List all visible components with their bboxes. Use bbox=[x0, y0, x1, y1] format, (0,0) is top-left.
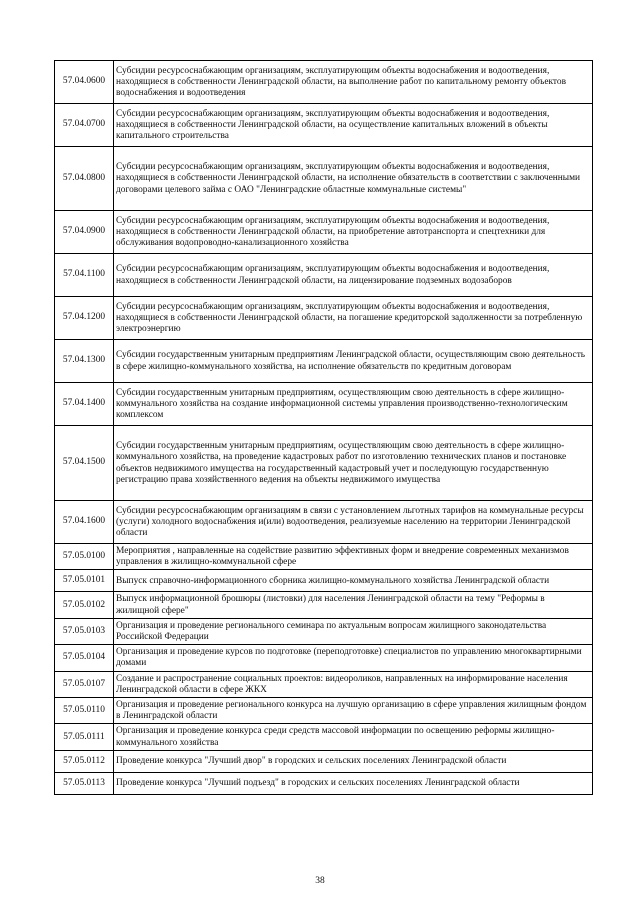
table-row bbox=[55, 211, 593, 254]
row-description: Субсидии ресурсоснабжающим организациям, эксплуатирующим объекты водоснабжения и водоотведения, находящиеся в собственности Ленинградской области, на осуществление капитальных вложений в объекты капитального строительства bbox=[114, 104, 593, 147]
table-row bbox=[55, 501, 593, 544]
row-description: Субсидии ресурсоснабжающим организациям, эксплуатирующим объекты водоснабжения и водоотведения, находящиеся в собственности Ленинградской области, на лицензирование подземных водозаборов bbox=[114, 254, 593, 297]
row-description: Создание и распространение социальных проектов: видеороликов, направленных на информирование населения Ленинградской области в сфере ЖКХ bbox=[114, 671, 593, 697]
row-code: 57.05.0102 bbox=[55, 592, 114, 618]
row-code: 57.05.0111 bbox=[55, 724, 114, 750]
table-row bbox=[55, 426, 593, 501]
budget-codes-table bbox=[54, 60, 593, 795]
row-code: 57.05.0110 bbox=[55, 698, 114, 724]
table-row bbox=[55, 724, 593, 750]
table-row bbox=[55, 544, 593, 570]
row-description: Организация и проведение конкурса среди средств массовой информации по освещению реформы жилищно-коммунального хозяйства bbox=[114, 724, 593, 750]
row-code: 57.04.1400 bbox=[55, 383, 114, 426]
row-code: 57.05.0112 bbox=[55, 750, 114, 772]
table-row bbox=[55, 570, 593, 592]
row-description: Субсидии государственным унитарным предприятиям, осуществляющим свою деятельность в сфере жилищно-коммунального хозяйства на создание информационной системы управления производственно-технологическим комплексом bbox=[114, 383, 593, 426]
row-code: 57.04.1100 bbox=[55, 254, 114, 297]
row-description: Проведение конкурса "Лучший подъезд" в городских и сельских поселениях Ленинградской области bbox=[114, 772, 593, 794]
row-description: Субсидии государственным унитарным предприятиям Ленинградской области, осуществляющим свою деятельность в сфере жилищно-коммунального хозяйства, на исполнение обязательств по кредитным договорам bbox=[114, 340, 593, 383]
row-code: 57.04.0800 bbox=[55, 147, 114, 211]
row-code: 57.04.0700 bbox=[55, 104, 114, 147]
table-row bbox=[55, 61, 593, 104]
table-row bbox=[55, 592, 593, 618]
row-code: 57.04.1500 bbox=[55, 426, 114, 501]
page-number: 38 bbox=[315, 876, 325, 886]
row-description: Субсидии ресурсоснабжающим организациям в связи с установлением льготных тарифов на коммунальные ресурсы (услуги) холодного водоснабжения и(или) водоотведения, реализуемые населению на территории Ленинградской области bbox=[114, 501, 593, 544]
row-code: 57.05.0104 bbox=[55, 645, 114, 671]
row-description: Субсидии ресурсоснабжающим организациям, эксплуатирующим объекты водоснабжения и водоотведения, находящиеся в собственности Ленинградской области, на погашение кредиторской задолженности за потребленную электроэнергию bbox=[114, 297, 593, 340]
row-code: 57.04.0900 bbox=[55, 211, 114, 254]
table-row bbox=[55, 618, 593, 644]
row-code: 57.05.0107 bbox=[55, 671, 114, 697]
row-code: 57.04.0600 bbox=[55, 61, 114, 104]
table-row bbox=[55, 750, 593, 772]
row-description: Проведение конкурса "Лучший двор" в городских и сельских поселениях Ленинградской области bbox=[114, 750, 593, 772]
row-code: 57.04.1300 bbox=[55, 340, 114, 383]
row-code: 57.04.1200 bbox=[55, 297, 114, 340]
row-code: 57.05.0101 bbox=[55, 570, 114, 592]
table-row bbox=[55, 645, 593, 671]
row-description: Организация и проведение регионального семинара по актуальным вопросам жилищного законодательства Российской Федерации bbox=[114, 618, 593, 644]
table-row bbox=[55, 147, 593, 211]
row-code: 57.05.0100 bbox=[55, 544, 114, 570]
table-row bbox=[55, 772, 593, 794]
row-description: Выпуск информационной брошюры (листовки) для населения Ленинградской области на тему "Реформы в жилищной сфере" bbox=[114, 592, 593, 618]
table-row bbox=[55, 104, 593, 147]
table-row bbox=[55, 383, 593, 426]
table-row bbox=[55, 698, 593, 724]
row-description: Субсидии ресурсоснабжающим организациям, эксплуатирующим объекты водоснабжения и водоотведения, находящиеся в собственности Ленинградской области, на выполнение работ по капитальному ремонту объектов водоснабжения и водоотведения bbox=[114, 61, 593, 104]
row-description: Субсидии ресурсоснабжающим организациям, эксплуатирующим объекты водоснабжения и водоотведения, находящиеся в собственности Ленинградской области, на приобретение автотранспорта и спецтехники для обслуживания водопроводно-канализационного хозяйства bbox=[114, 211, 593, 254]
row-description: Субсидии государственным унитарным предприятиям, осуществляющим свою деятельность в сфере жилищно-коммунального хозяйства, на проведение кадастровых работ по изготовлению технических планов и постановке объектов недвижимого имущества на государственный кадастровый учет и последующую государственную регистрацию права хозяйственного ведения на объекты недвижимого имущества bbox=[114, 426, 593, 501]
row-code: 57.04.1600 bbox=[55, 501, 114, 544]
row-description: Мероприятия , направленные на содействие развитию эффективных форм и внедрение современных механизмов управления в жилищно-коммунальной сфере bbox=[114, 544, 593, 570]
row-code: 57.05.0113 bbox=[55, 772, 114, 794]
row-description: Организация и проведение курсов по подготовке (переподготовке) специалистов по управлению многоквартирными домами bbox=[114, 645, 593, 671]
table-row bbox=[55, 340, 593, 383]
table-body bbox=[55, 61, 593, 795]
row-description: Организация и проведение регионального конкурса на лучшую организацию в сфере управления жилищным фондом в Ленинградской области bbox=[114, 698, 593, 724]
row-description: Субсидии ресурсоснабжающим организациям, эксплуатирующим объекты водоснабжения и водоотведения, находящиеся в собственности Ленинградской области, на исполнение обязательств в соответствии с заключенными договорами целевого займа с ОАО "Ленинградские областные коммунальные системы" bbox=[114, 147, 593, 211]
row-description: Выпуск справочно-информационного сборника жилищно-коммунального хозяйства Ленинградской области bbox=[114, 570, 593, 592]
row-code: 57.05.0103 bbox=[55, 618, 114, 644]
table-row bbox=[55, 297, 593, 340]
table-row bbox=[55, 254, 593, 297]
table-row bbox=[55, 671, 593, 697]
